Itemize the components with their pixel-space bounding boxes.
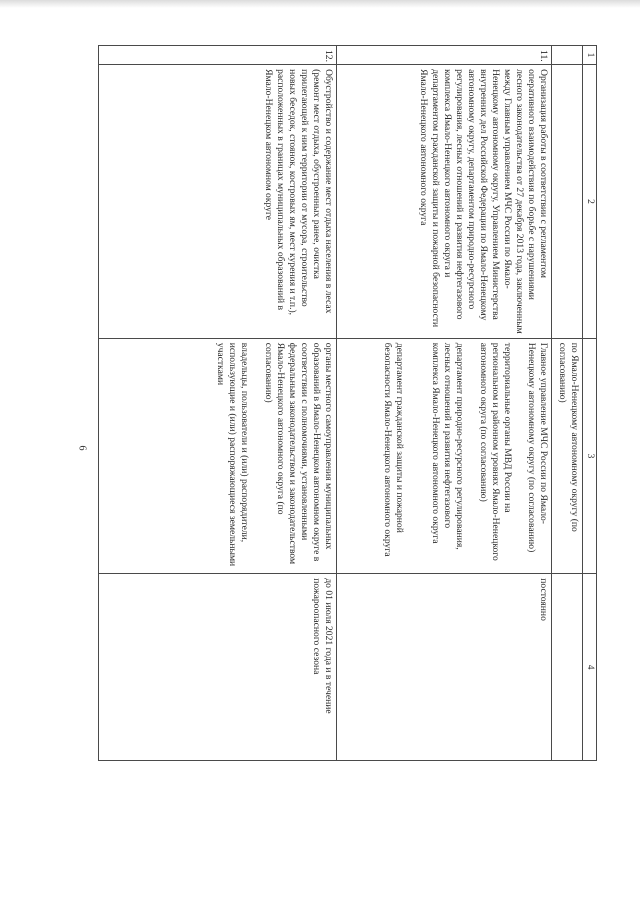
rotated-table-container [98, 45, 597, 761]
table-row [337, 46, 552, 761]
cell-responsible: по Ямало-Ненецкому автономному округу (по согласованию) [552, 338, 583, 574]
cell-responsible [337, 338, 552, 574]
table-row [99, 46, 337, 761]
measures-table [98, 45, 597, 761]
header-col-1: 1 [583, 46, 597, 65]
cell-responsible [99, 338, 337, 574]
header-col-2: 2 [583, 65, 597, 339]
responsible-party: департамент природно-ресурсного регулирования, лесных отношений и развития нефтегазового комплекса Ямало-Ненецкого автономного округа [430, 342, 465, 550]
cell-term: постоянно [337, 574, 552, 761]
cell-event: Организация работы в соответствии с регламентом оперативного взаимодействия по борьбе с нарушениями лесного законодательства от 27 декабря 2013 года, заключенным между Главным управлением МЧС России по Ямало-Ненецкому автономному округу, Управлением Министерства внутренних дел Российской Федерации по Ямало-Ненецкому автономному округу, департаментом природно-ресурсного регулирования, лесных отношений и развития нефтегазового комплекса Ямало-Ненецкого автономного округа и департаментом гражданской защиты и пожарной безопасности Ямало-Ненецкого автономного округа [337, 65, 552, 339]
responsible-party: территориальные органы МВД России на региональном и районном уровнях Ямало-Ненецкого автономного округа (по согласованию) [478, 342, 513, 561]
cell-term [552, 574, 583, 761]
responsible-party: владельцы, пользователи и (или) распорядители, использующие и (или) распоряжающиеся земельными участками [215, 342, 250, 567]
table-header-row [583, 46, 597, 761]
header-col-3: 3 [583, 338, 597, 574]
responsible-party: органы местного самоуправления муниципальных образований в Ямало-Ненецком автономном округе в соответствии с полномочиями, установленными федеральным законодательством и законодательством Ямало-Ненецкого автономного округа (по согласованию) [263, 342, 334, 565]
page-number: 6 [76, 445, 88, 451]
header-col-4: 4 [583, 574, 597, 761]
cell-term: до 01 июля 2021 года и в течение пожароопасного сезона [99, 574, 337, 761]
cell-number: 11. [337, 46, 552, 65]
responsible-party: департамент гражданской защиты и пожарной безопасности Ямало-Ненецкого автономного округа [382, 342, 405, 557]
table-row-continuation [552, 46, 583, 761]
cell-event [552, 65, 583, 339]
responsible-party: Главное управление МЧС России по Ямало-Ненецкому автономному округу (по согласованию) [526, 342, 549, 553]
cell-number: 12. [99, 46, 337, 65]
scan-edge-shadow [0, 0, 640, 8]
cell-event: Обустройство и содержание мест отдыха населения в лесах (ремонт мест отдыха, обустроенных ранее, очистка прилегающей к ним территории от мусора, строительство новых беседок, стоянок, костровых ям, мест курения и т.п.), расположенных в границах муниципальных образований в Ямало-Ненецком автономном округе [99, 65, 337, 339]
cell-number [552, 46, 583, 65]
